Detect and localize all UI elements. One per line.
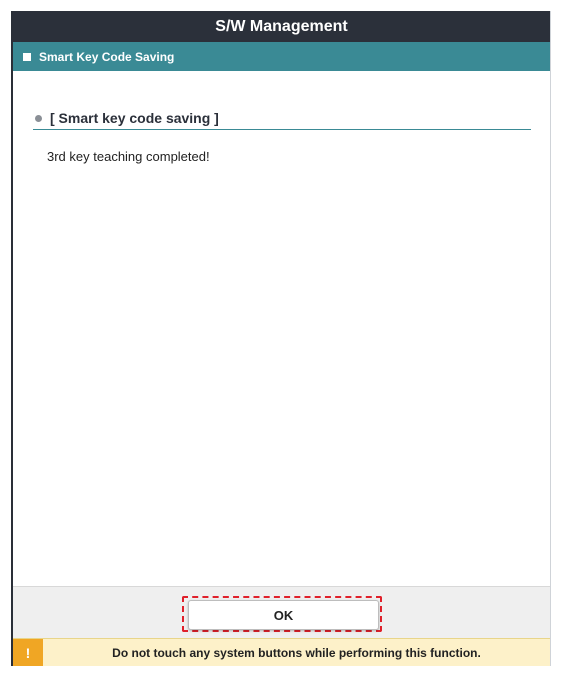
dialog-window (11, 11, 551, 666)
warning-bar (13, 638, 550, 666)
square-bullet-icon (23, 53, 31, 61)
content-area (13, 71, 550, 586)
warning-icon: ! (13, 639, 43, 666)
status-message: 3rd key teaching completed! (47, 149, 210, 164)
section-title: [ Smart key code saving ] (50, 110, 219, 126)
subheader-title: Smart Key Code Saving (39, 49, 175, 64)
window-titlebar (13, 11, 550, 42)
section-heading (33, 107, 531, 130)
ok-button[interactable] (188, 600, 379, 630)
window-title: S/W Management (215, 17, 348, 35)
ok-button-label: OK (273, 607, 294, 623)
footer-bar (13, 586, 550, 638)
warning-text: Do not touch any system buttons while performing this function. (112, 645, 481, 660)
bullet-dot-icon (35, 115, 42, 122)
subheader-bar (13, 42, 550, 71)
